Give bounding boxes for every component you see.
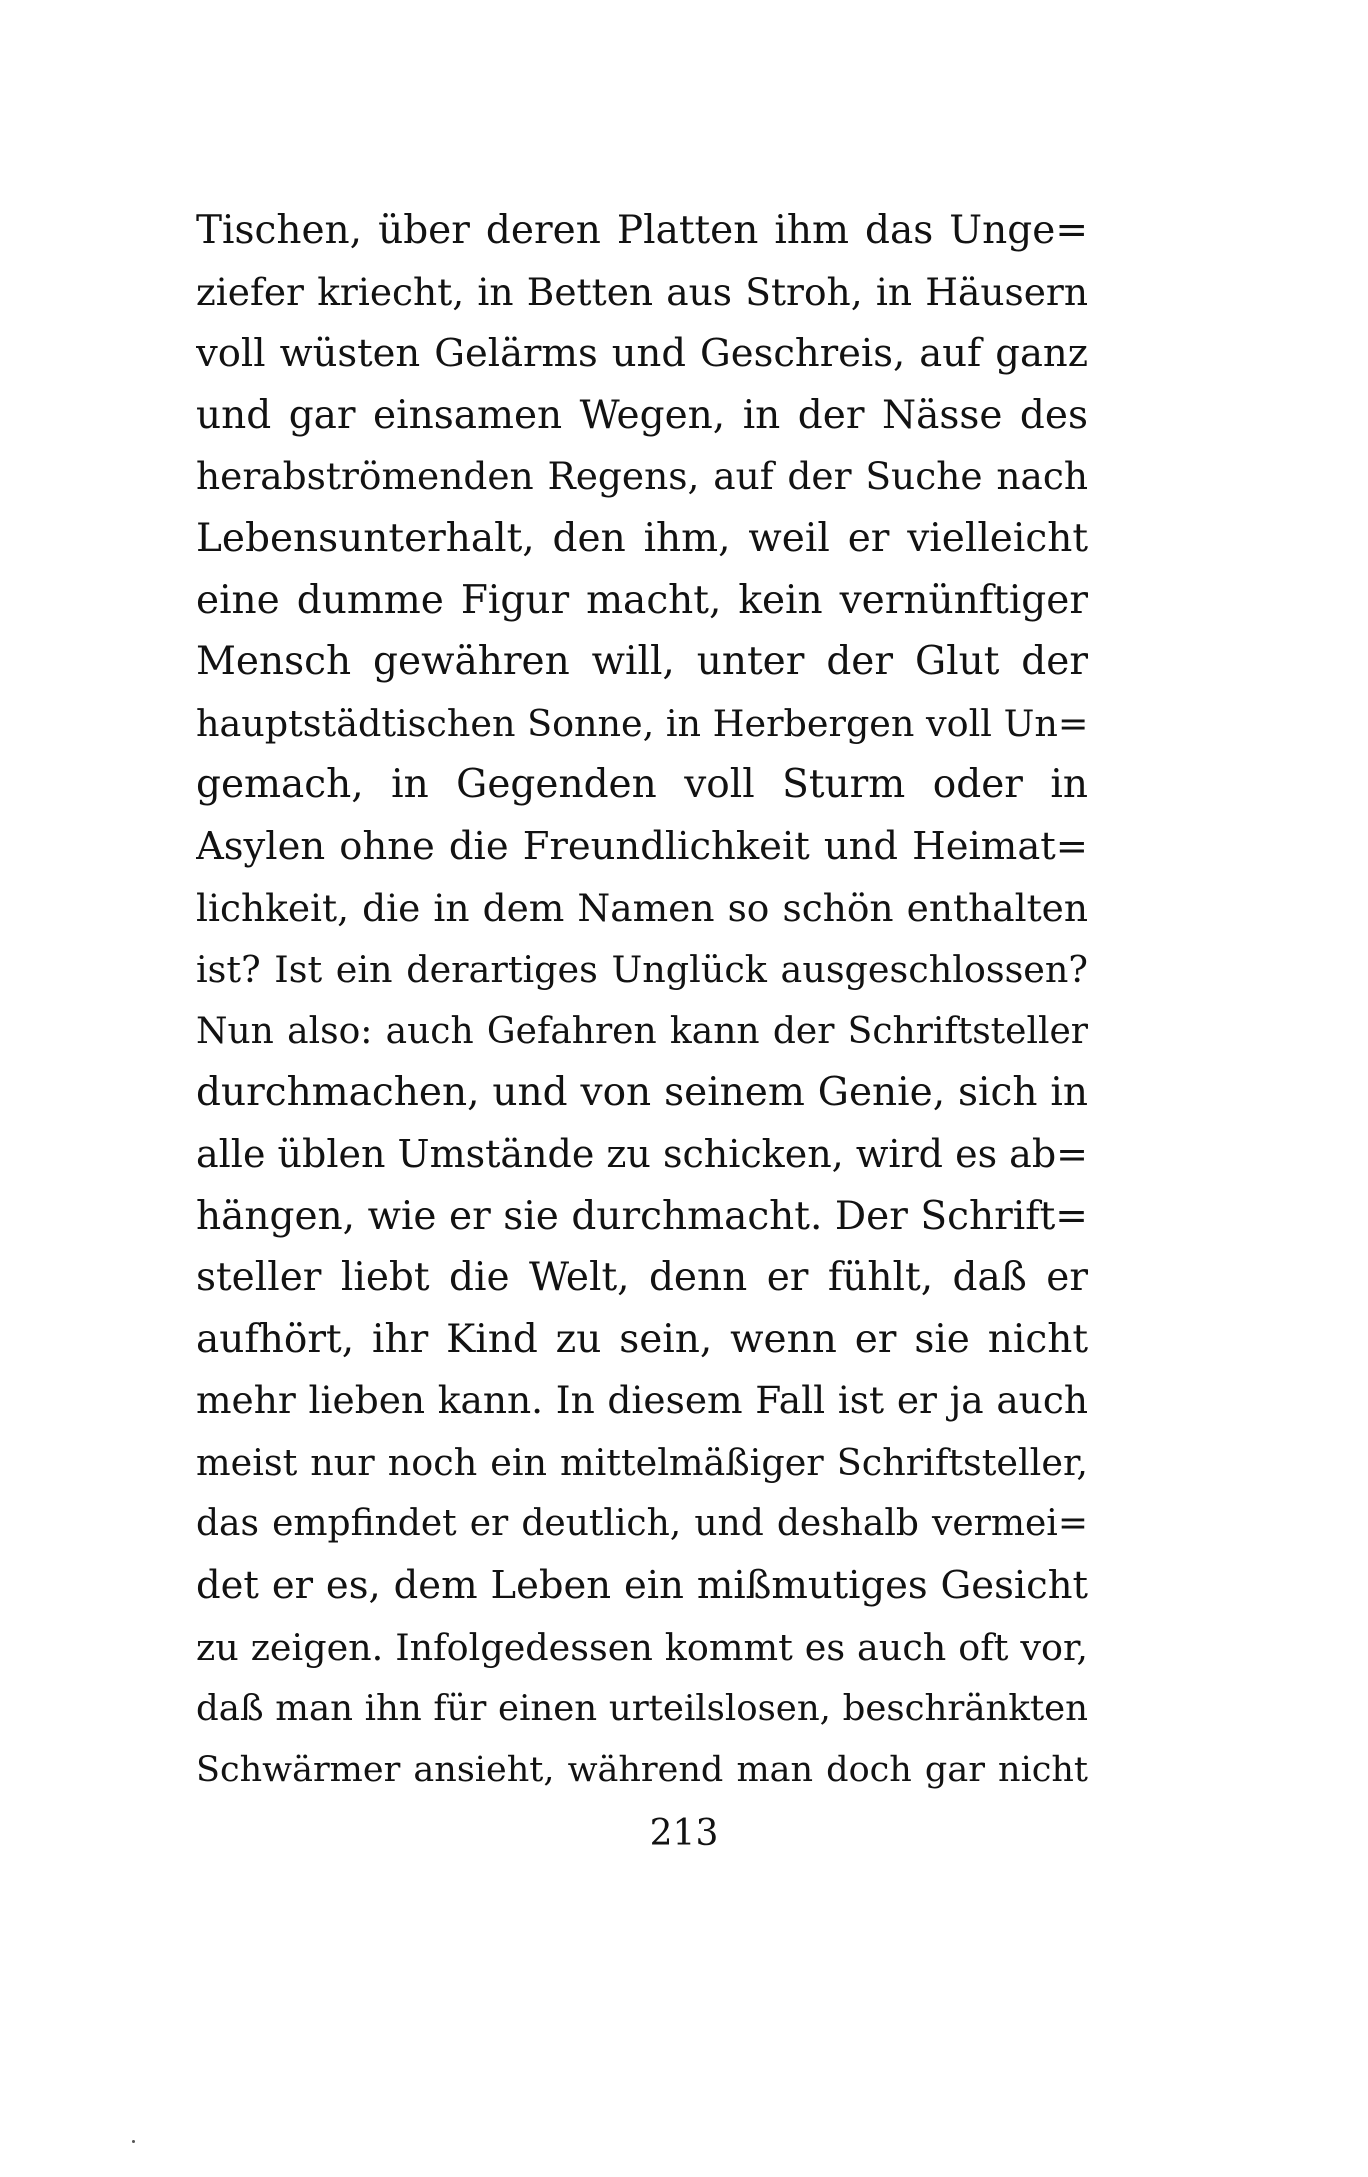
text-line: Asylen ohne die Freundlichkeit und Heimat=	[196, 823, 1088, 869]
text-line: daß man ihn für einen urteilslosen, beschränkten	[196, 1688, 1088, 1730]
body-text	[196, 200, 1088, 1801]
text-line: Schwärmer ansieht, während man doch gar nicht	[196, 1749, 1088, 1790]
text-line: und gar einsamen Wegen, in der Nässe des	[196, 392, 1088, 438]
text-line: hauptstädtischen Sonne, in Herbergen voll Un=	[196, 701, 1088, 745]
text-line: das empfindet er deutlich, und deshalb vermei=	[196, 1503, 1088, 1545]
text-line: hängen, wie er sie durchmacht. Der Schrift=	[196, 1193, 1088, 1239]
text-line: eine dumme Figur macht, kein vernünftiger	[196, 577, 1088, 623]
text-line: aufhört, ihr Kind zu sein, wenn er sie nicht	[196, 1316, 1088, 1362]
text-line: zu zeigen. Infolgedessen kommt es auch oft vor,	[196, 1625, 1088, 1669]
text-line: Nun also: auch Gefahren kann der Schriftsteller	[196, 1010, 1088, 1052]
text-line: durchmachen, und von seinem Genie, sich in	[196, 1070, 1088, 1116]
text-line: alle üblen Umstände zu schicken, wird es ab=	[196, 1131, 1088, 1176]
scan-speck	[132, 2140, 135, 2143]
text-line: mehr lieben kann. In diesem Fall ist er ja auch	[196, 1378, 1088, 1423]
text-line: ist? Ist ein derartiges Unglück ausgeschlossen?	[196, 948, 1088, 992]
text-line: gemach, in Gegenden voll Sturm oder in	[196, 762, 1088, 808]
text-line: herabströmenden Regens, auf der Suche nach	[196, 454, 1088, 499]
text-line: Lebensunterhalt, den ihm, weil er vielleicht	[196, 515, 1088, 561]
text-line: det er es, dem Leben ein mißmutiges Gesicht	[196, 1563, 1088, 1609]
text-line: Tischen, über deren Platten ihm das Unge=	[196, 208, 1088, 253]
text-line: meist nur noch ein mittelmäßiger Schriftsteller,	[196, 1440, 1088, 1484]
text-line: voll wüsten Gelärms und Geschreis, auf ganz	[196, 331, 1088, 377]
text-line: Mensch gewähren will, unter der Glut der	[196, 639, 1088, 685]
page-number: 213	[649, 1813, 719, 1854]
text-line: lichkeit, die in dem Namen so schön enthalten	[196, 885, 1088, 930]
text-line: ziefer kriecht, in Betten aus Stroh, in Häusern	[196, 269, 1088, 314]
text-line: steller liebt die Welt, denn er fühlt, daß er	[196, 1255, 1088, 1301]
